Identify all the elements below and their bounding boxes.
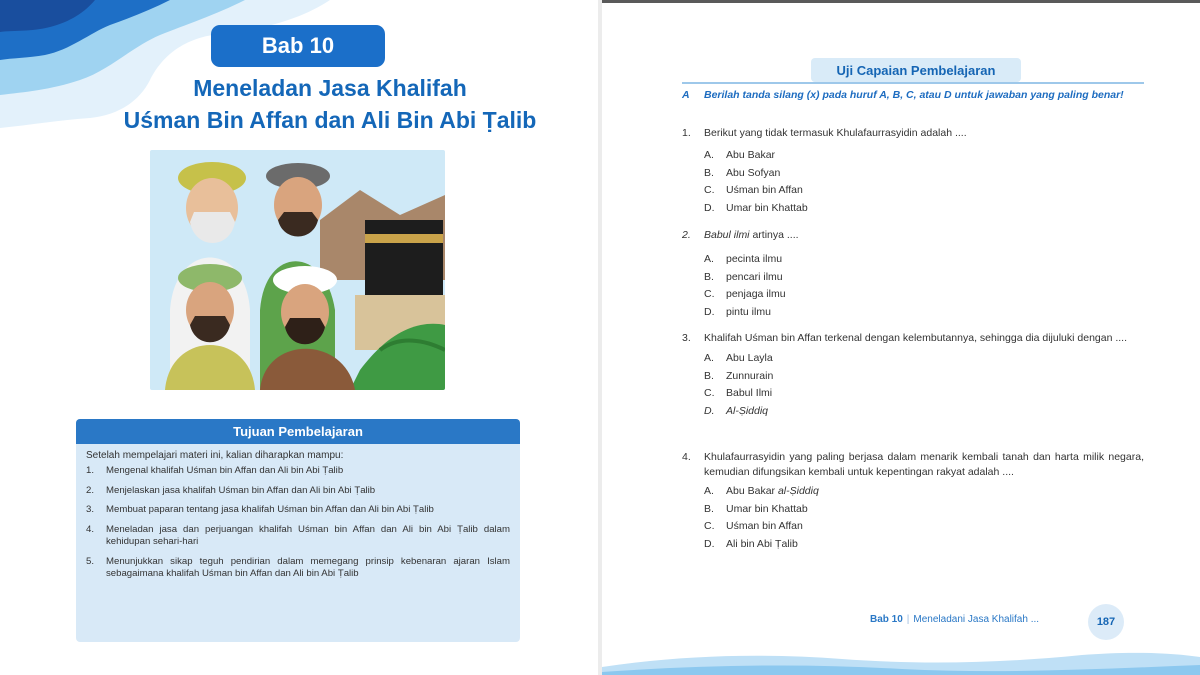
objective-text: Menunjukkan sikap teguh pendirian dalam memegang prinsip kebenaran ajaran Islam sebagaimana khalifah Uśman bin Affan dan Ali bin Abi Ṭalib: [106, 555, 510, 579]
question-4: [682, 450, 1144, 553]
chapter-title-line2: Uśman Bin Affan dan Ali Bin Abi Ṭalib: [123, 107, 537, 133]
question-number: 2.: [682, 229, 691, 241]
option-text: Babul Ilmi: [726, 387, 773, 399]
question-number: 1.: [682, 127, 691, 139]
question-text: [704, 228, 1144, 243]
page-number: 187: [1088, 604, 1124, 640]
objective-item: [86, 524, 510, 549]
right-page: [602, 0, 1200, 675]
option-text: Uśman bin Affan: [726, 520, 803, 532]
answer-option[interactable]: [704, 368, 1144, 386]
option-letter: A.: [704, 253, 714, 265]
option-text-italic: al-Ṣiddiq: [777, 485, 819, 497]
option-letter: B.: [704, 270, 714, 283]
objective-number: 4.: [86, 523, 95, 535]
objective-item: [86, 485, 510, 498]
objective-number: 2.: [86, 484, 95, 496]
option-text: Al-Ṣiddiq: [726, 404, 769, 417]
question-3: [682, 331, 1144, 420]
objective-item: [86, 504, 510, 517]
question-text: Khalifah Uśman bin Affan terkenal dengan kelembutannya, sehingga dia dijuluki dengan ....: [704, 332, 1128, 344]
answer-option[interactable]: [704, 304, 1144, 322]
section-a-instruction: [682, 88, 1144, 103]
learning-objectives-header: Tujuan Pembelajaran: [76, 419, 520, 444]
footer-chapter: Bab 10: [870, 614, 903, 625]
chapter-title-line1: Meneladan Jasa Khalifah: [193, 75, 467, 101]
question-text-rest: artinya ....: [749, 229, 799, 241]
assessment-section-header: Uji Capaian Pembelajaran: [811, 58, 1021, 82]
section-divider: [682, 82, 1144, 84]
option-letter: C.: [704, 520, 715, 532]
answer-option[interactable]: [704, 501, 1144, 519]
option-text: Abu Sofyan: [726, 166, 781, 179]
option-text: Abu Bakar: [726, 149, 776, 161]
section-instruction-text: Berilah tanda silang (x) pada huruf A, B, C, atau D untuk jawaban yang paling benar!: [704, 89, 1124, 101]
question-number: 3.: [682, 332, 691, 344]
option-text: pencari ilmu: [726, 270, 783, 283]
decorative-bottom-wave: [602, 645, 1200, 675]
option-text: pintu ilmu: [726, 305, 771, 318]
option-letter: B.: [704, 166, 714, 179]
section-letter: A: [682, 89, 690, 101]
option-letter: A.: [704, 149, 714, 161]
answer-option[interactable]: [704, 385, 1144, 403]
objective-text: Menjelaskan jasa khalifah Uśman bin Affan dan Ali bin Abi Ṭalib: [106, 484, 376, 496]
answer-option[interactable]: [704, 251, 1144, 269]
objective-text: Meneladan jasa dan perjuangan khalifah Uśman bin Affan dan Ali bin Abi Ṭalib dalam kehidupan sehari-hari: [106, 523, 510, 547]
objective-number: 1.: [86, 465, 95, 476]
answer-option[interactable]: [704, 147, 1144, 165]
objective-text: Mengenal khalifah Uśman bin Affan dan Ali bin Abi Ṭalib: [106, 465, 344, 476]
answer-option[interactable]: [704, 269, 1144, 287]
left-page: [0, 0, 598, 675]
question-number: 4.: [682, 451, 691, 463]
objective-item: [86, 556, 510, 581]
option-letter: B.: [704, 369, 714, 382]
option-letter: C.: [704, 288, 715, 300]
objective-number: 3.: [86, 504, 95, 515]
option-text: pecinta ilmu: [726, 253, 783, 265]
option-letter: C.: [704, 184, 715, 196]
question-1: [682, 126, 1144, 217]
answer-option[interactable]: [704, 403, 1144, 421]
answer-option[interactable]: [704, 483, 1144, 501]
option-text: Uśman bin Affan: [726, 184, 803, 196]
option-text: Ali bin Abi Ṭalib: [726, 537, 798, 550]
option-text: Zunnurain: [726, 369, 774, 382]
question-text: Berikut yang tidak termasuk Khulafaurrasyidin adalah ....: [704, 127, 967, 139]
question-2: [682, 228, 1144, 321]
answer-option[interactable]: [704, 200, 1144, 218]
option-letter: A.: [704, 352, 714, 364]
footer-running-title: Meneladani Jasa Khalifah ...: [913, 614, 1040, 625]
question-text: Khulafaurrasyidin yang paling berjasa dalam menarik kembali tanah dan harta milik negara, kemudian difungsikan kembali untuk kepentingan rakyat adalah ....: [704, 451, 1144, 478]
objective-number: 5.: [86, 555, 95, 567]
option-letter: D.: [704, 305, 715, 318]
option-text: Umar bin Khattab: [726, 502, 808, 515]
answer-option[interactable]: [704, 182, 1144, 200]
answer-option[interactable]: [704, 518, 1144, 536]
option-text: Umar bin Khattab: [726, 201, 808, 214]
page-footer: [870, 614, 1039, 625]
option-letter: D.: [704, 537, 715, 550]
option-letter: D.: [704, 404, 715, 417]
question-text-italic: Babul ilmi: [704, 229, 750, 241]
answer-option[interactable]: [704, 536, 1144, 554]
option-letter: B.: [704, 502, 714, 515]
option-text: Abu Layla: [726, 352, 773, 364]
footer-separator: |: [906, 614, 910, 625]
answer-option[interactable]: [704, 350, 1144, 368]
option-letter: C.: [704, 387, 715, 399]
answer-option[interactable]: [704, 286, 1144, 304]
option-letter: A.: [704, 485, 714, 497]
objective-text: Membuat paparan tentang jasa khalifah Uśman bin Affan dan Ali bin Abi Ṭalib: [106, 504, 434, 515]
top-border-line: [602, 0, 1200, 3]
option-text: penjaga ilmu: [726, 288, 786, 300]
learning-objectives-box: [76, 419, 520, 642]
option-text: Abu Bakar: [726, 485, 778, 497]
answer-option[interactable]: [704, 165, 1144, 183]
khalifah-illustration: [150, 150, 445, 390]
learning-objectives-intro: Setelah mempelajari materi ini, kalian diharapkan mampu:: [86, 450, 344, 461]
option-letter: D.: [704, 201, 715, 214]
objective-item: [86, 465, 510, 478]
learning-objectives-list: [76, 465, 520, 581]
chapter-badge: Bab 10: [211, 25, 385, 67]
